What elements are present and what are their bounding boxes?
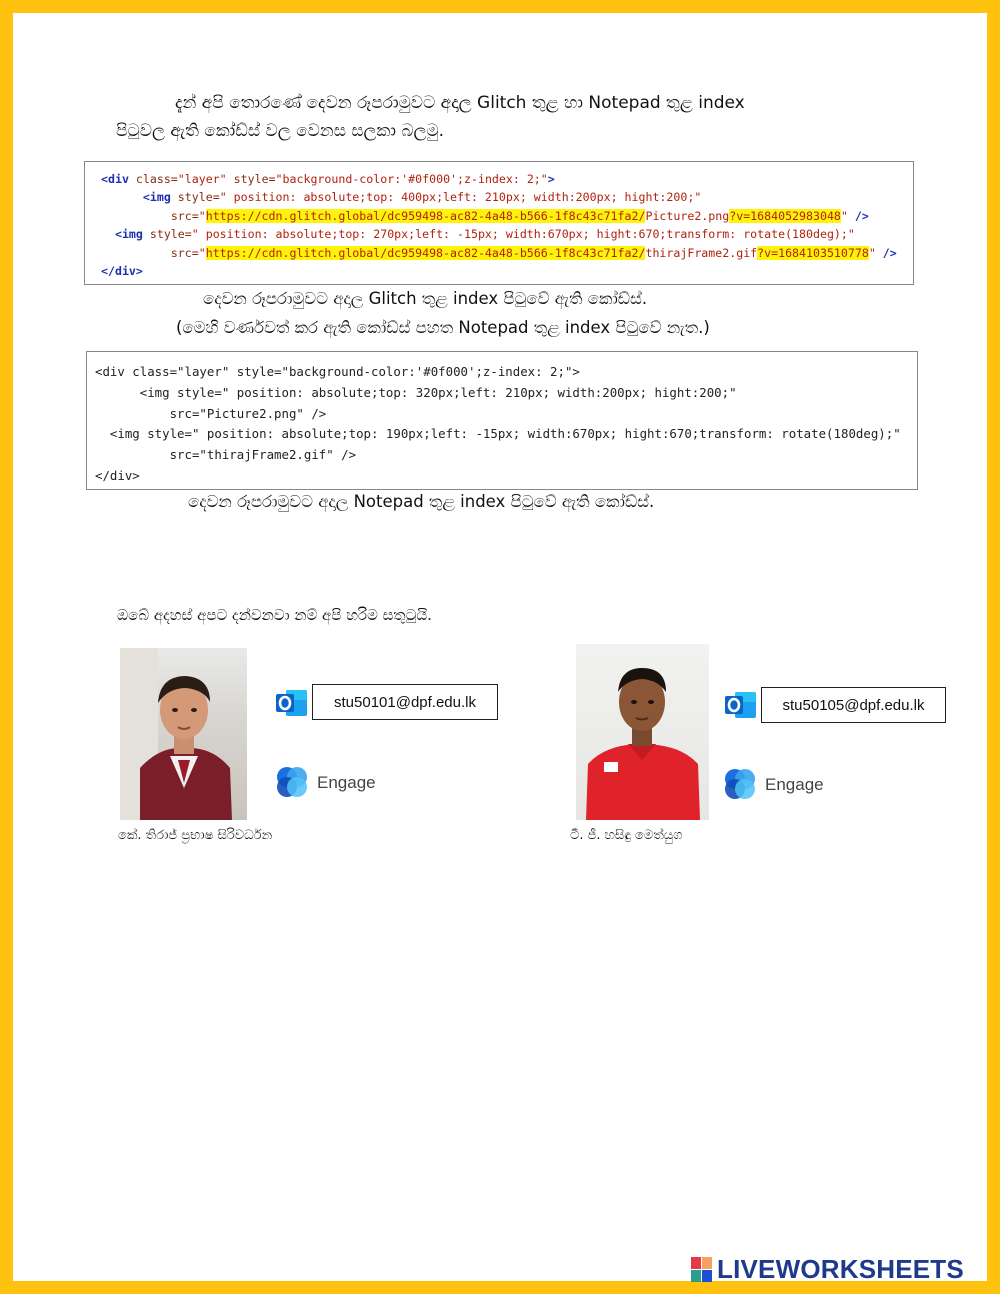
code-token: Picture2.png (645, 208, 730, 223)
engage-icon[interactable] (723, 767, 757, 805)
code-token: style= (170, 190, 220, 205)
notepad-code-caption: දෙවන රූපරාමුවට අදාල Notepad තුළ index පිටුවේ ඇති කෝඩ්ස්. (188, 492, 655, 511)
code-token: " position: absolute;top: 400px;left: 210px; width:200px; hight:200;" (219, 190, 702, 205)
code-token: <img (114, 227, 143, 242)
outlook-icon[interactable] (725, 690, 757, 724)
liveworksheets-logo (691, 1254, 964, 1285)
code-token: " position: absolute;top: 270px;left: -15px; width:670px; hight:670;transform: rotate(180deg);" (191, 227, 855, 242)
code-token: style= (226, 172, 276, 186)
student-1-name: කේ. තිරාජ් ප්‍රභාෂ සිරිවර්ධන (118, 828, 273, 843)
liveworksheets-logo-icon (691, 1257, 713, 1283)
code-line: <img style=" position: absolute;top: 190px;left: -15px; width:670px; hight:670;transform: rotate(180deg);" (95, 426, 901, 442)
glitch-code-block (84, 161, 914, 285)
notepad-code-block (86, 351, 918, 490)
outlook-icon[interactable] (276, 688, 308, 722)
code-token: "background-color:'#0f000';z-index: 2;" (275, 172, 548, 186)
highlighted-version: ?v=1684103510778 (757, 245, 869, 260)
highlighted-version: ?v=1684052983048 (729, 208, 841, 223)
code-line: src="thirajFrame2.gif" /> (95, 447, 357, 463)
code-token: " (868, 245, 876, 260)
engage-label[interactable]: Engage (317, 773, 376, 792)
code-token: " (198, 245, 206, 260)
highlighted-url: https://cdn.glitch.global/dc959498-ac82-4a48-b566-1f8c43c71fa2/ (205, 208, 646, 223)
code-token: thirajFrame2.gif (645, 245, 758, 260)
highlighted-url: https://cdn.glitch.global/dc959498-ac82-4a48-b566-1f8c43c71fa2/ (205, 245, 646, 260)
feedback-text: ඔබේ අදහස් අපට දන්වනවා නම් අපි හරිම සතුටුයි. (117, 606, 432, 624)
code-token: > (547, 172, 555, 186)
code-line: </div> (95, 467, 140, 483)
code-line: <div class="layer" style="background-color:'#0f000';z-index: 2;"> (95, 364, 580, 379)
student-2-portrait-icon (576, 644, 709, 820)
student-2-name: ටී. ජී. හසිඳු මෙත්යුග (570, 828, 683, 843)
code-token: /> (847, 208, 869, 223)
code-token: "layer" (177, 172, 227, 186)
code-token: /> (875, 245, 897, 260)
glitch-code-note: (මෙහි වර්ණවත් කර ඇති කෝඩ්ස් පහත Notepad තුළ index පිටුවේ නැත.) (176, 318, 710, 337)
intro-line-1: දැන් අපි තොරණේ දෙවන රූපරාමුවට අදාල Glitch තුළ හා Notepad තුළ index (175, 93, 745, 113)
code-token: src= (170, 245, 199, 260)
code-token: <div (101, 172, 129, 186)
engage-icon[interactable] (275, 765, 309, 803)
code-line: src="Picture2.png" /> (95, 405, 327, 421)
code-token: src= (170, 208, 199, 223)
student-2-email: stu50105@dpf.edu.lk (761, 687, 946, 723)
worksheet-page (13, 13, 987, 1284)
code-token: style= (142, 227, 192, 242)
engage-label[interactable]: Engage (765, 775, 824, 794)
student-2-photo (576, 644, 709, 820)
code-token: " (840, 208, 848, 223)
code-token: " (198, 208, 206, 223)
code-line: <img style=" position: absolute;top: 320px;left: 210px; width:200px; hight:200;" (95, 384, 737, 400)
code-token: class= (128, 172, 178, 186)
student-1-email: stu50101@dpf.edu.lk (312, 684, 498, 720)
code-token: </div> (101, 264, 143, 279)
code-token: <img (142, 190, 171, 205)
liveworksheets-wordmark: LIVEWORKSHEETS (717, 1254, 964, 1284)
intro-line-2: පිටුවල ඇති කෝඩ්ස් වල වෙනස සලකා බලමු. (116, 121, 445, 141)
glitch-code-caption: දෙවන රූපරාමුවට අදාල Glitch තුළ index පිටුවේ ඇති කෝඩ්ස්. (203, 289, 648, 308)
student-1-photo (120, 648, 247, 820)
student-1-portrait-icon (120, 648, 247, 820)
